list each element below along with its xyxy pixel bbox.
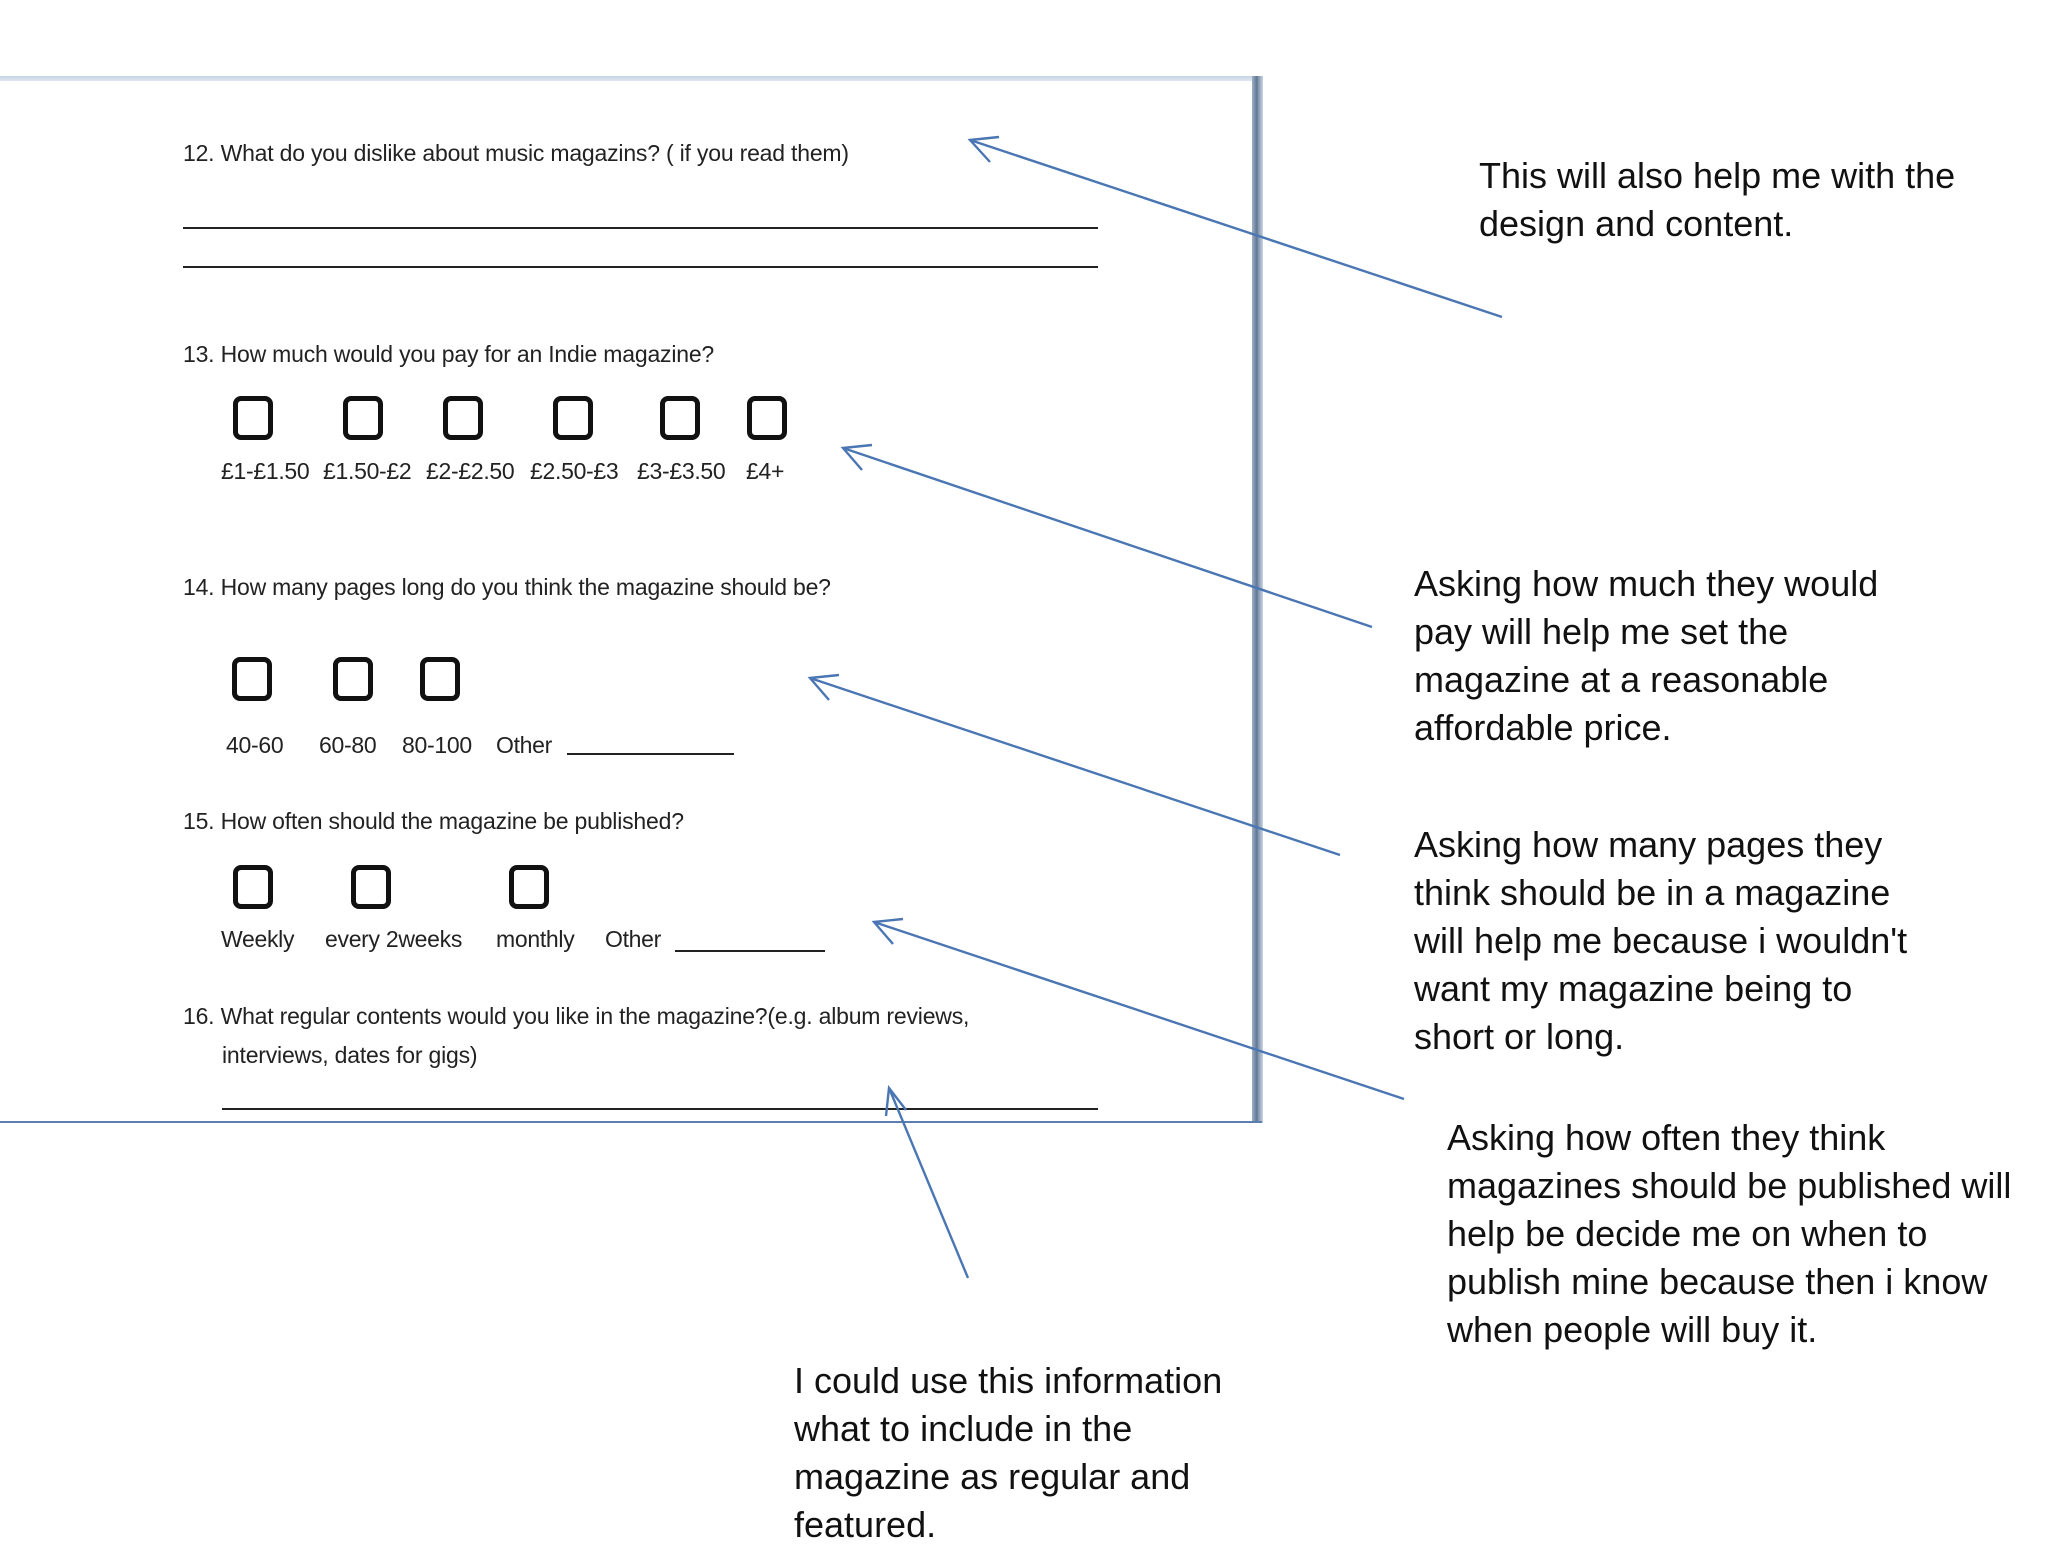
note-frequency <box>1447 1114 2011 1354</box>
q13-option-label: £3-£3.50 <box>637 458 726 484</box>
question-14: 14. How many pages long do you think the magazine should be? <box>183 574 831 600</box>
q15-checkbox-1[interactable] <box>233 865 273 909</box>
note-pages <box>1414 821 1907 1061</box>
q15-checkbox-2[interactable] <box>351 865 391 909</box>
note-frequency-line: magazines should be published will <box>1447 1165 2012 1206</box>
q15-checkbox-3[interactable] <box>509 865 549 909</box>
note-frequency-line: Asking how often they think <box>1447 1117 1886 1158</box>
q13-option-label: £2-£2.50 <box>426 458 515 484</box>
q14-option-label: 80-100 <box>402 732 472 758</box>
question-12: 12. What do you dislike about music magazins? ( if you read them) <box>183 140 849 166</box>
note-contents-line: featured. <box>794 1504 937 1545</box>
panel-right-edge <box>1252 76 1263 1123</box>
q13-option-label: £1.50-£2 <box>323 458 412 484</box>
q14-other-line[interactable] <box>567 753 734 755</box>
q15-option-label: monthly <box>496 926 575 952</box>
q13-option-label: £4+ <box>746 458 785 484</box>
q14-other-label: Other <box>496 732 553 758</box>
note-contents-line: magazine as regular and <box>794 1456 1191 1497</box>
q14-checkbox-2[interactable] <box>333 657 373 701</box>
q13-checkbox-5[interactable] <box>660 396 700 440</box>
q13-option-label: £1-£1.50 <box>221 458 310 484</box>
question-16-line-1: 16. What regular contents would you like in the magazine?(e.g. album reviews, <box>183 1003 970 1029</box>
q14-option-label: 60-80 <box>319 732 377 758</box>
note-contents-line: I could use this information <box>794 1360 1223 1401</box>
note-price-line: affordable price. <box>1414 707 1672 748</box>
q14-option-label: 40-60 <box>226 732 284 758</box>
note-price-line: magazine at a reasonable <box>1414 659 1829 700</box>
note-pages-line: think should be in a magazine <box>1414 872 1891 913</box>
q12-answer-line-1 <box>183 227 1098 229</box>
question-13: 13. How much would you pay for an Indie magazine? <box>183 341 715 367</box>
q13-checkbox-4[interactable] <box>553 396 593 440</box>
note-price <box>1414 560 1878 752</box>
note-pages-line: want my magazine being to <box>1414 968 1853 1009</box>
note-design-line: design and content. <box>1479 203 1794 244</box>
note-price-line: Asking how much they would <box>1414 563 1879 604</box>
q13-checkbox-1[interactable] <box>233 396 273 440</box>
q15-option-label: every 2weeks <box>325 926 463 952</box>
note-price-line: pay will help me set the <box>1414 611 1789 652</box>
q13-checkbox-2[interactable] <box>343 396 383 440</box>
question-15: 15. How often should the magazine be published? <box>183 808 684 834</box>
q13-option-label: £2.50-£3 <box>530 458 619 484</box>
q12-answer-line-2 <box>183 266 1098 268</box>
note-contents <box>794 1357 1222 1549</box>
q15-option-label: Weekly <box>221 926 295 952</box>
q15-other-line[interactable] <box>675 950 825 952</box>
q15-other-label: Other <box>605 926 662 952</box>
note-design <box>1479 152 1955 248</box>
note-pages-line: Asking how many pages they <box>1414 824 1883 865</box>
note-design-line: This will also help me with the <box>1479 155 1956 196</box>
question-16-line-2: interviews, dates for gigs) <box>222 1042 478 1068</box>
note-pages-line: will help me because i wouldn't <box>1414 920 1908 961</box>
q16-answer-line <box>222 1108 1098 1110</box>
panel-bottom-border <box>0 1121 1262 1123</box>
q13-checkbox-6[interactable] <box>747 396 787 440</box>
q14-checkbox-3[interactable] <box>420 657 460 701</box>
note-frequency-line: when people will buy it. <box>1447 1309 1818 1350</box>
note-pages-line: short or long. <box>1414 1016 1625 1057</box>
q14-checkbox-1[interactable] <box>232 657 272 701</box>
note-frequency-line: help be decide me on when to <box>1447 1213 1928 1254</box>
panel-top-border <box>0 76 1262 81</box>
note-frequency-line: publish mine because then i know <box>1447 1261 1988 1302</box>
q13-checkbox-3[interactable] <box>443 396 483 440</box>
note-contents-line: what to include in the <box>794 1408 1133 1449</box>
